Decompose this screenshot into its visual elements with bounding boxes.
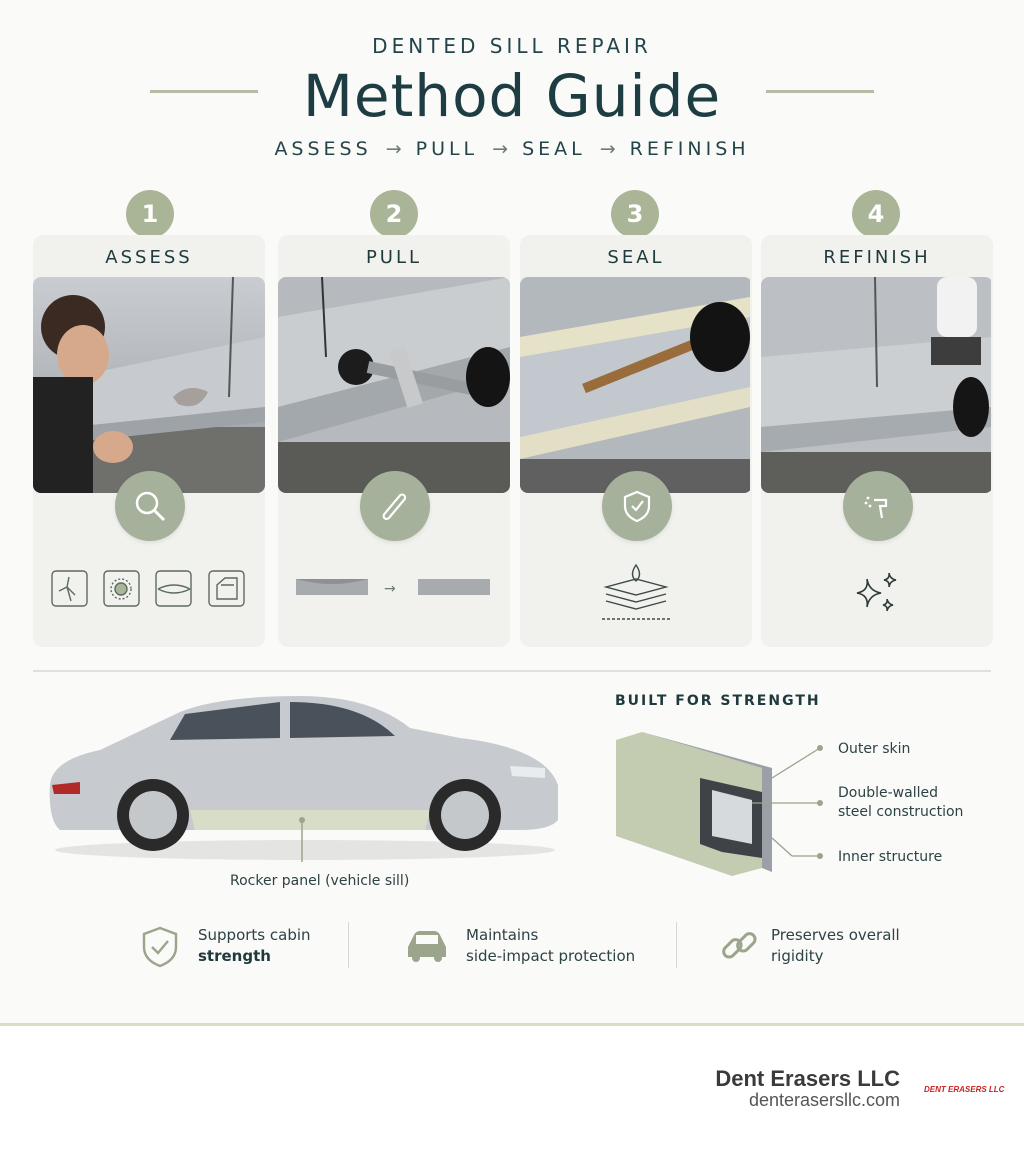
pull-photo [278, 277, 510, 493]
callout-inner-structure: Inner structure [838, 849, 943, 865]
car-illustration [40, 690, 570, 865]
pull-tool-icon [360, 471, 430, 541]
svg-text:→: → [384, 581, 396, 597]
arrow-icon: → [385, 138, 402, 160]
step-card-refinish [761, 235, 993, 647]
callout-double-walled [838, 784, 963, 822]
section-divider [33, 670, 991, 672]
benefit-line: side-impact protection [466, 947, 636, 965]
benefit-divider [348, 922, 349, 968]
callout-line: steel construction [838, 804, 964, 820]
step-card-seal [520, 235, 752, 647]
benefit-cabin-strength [140, 925, 311, 971]
flow-step: ASSESS [274, 138, 372, 160]
sealant-layers-icon [600, 561, 672, 623]
magnifier-icon [115, 471, 185, 541]
flow-step: PULL [415, 138, 479, 160]
benefit-line: strength [198, 947, 271, 965]
brand-logo: DENT ERASERS LLC [924, 1085, 1005, 1094]
process-flow [0, 138, 1024, 160]
benefit-line: Maintains [466, 926, 539, 944]
rocker-panel-caption: Rocker panel (vehicle sill) [230, 873, 410, 889]
chain-link-icon [718, 925, 760, 967]
damage-types-icon [51, 569, 247, 609]
website-link[interactable]: denterasersllc.com [748, 1090, 900, 1110]
spray-gun-icon [843, 471, 913, 541]
eyebrow-title: DENTED SILL REPAIR [372, 34, 652, 58]
step-title: SEAL [607, 247, 665, 268]
title-rule-right [766, 90, 874, 93]
step-title: ASSESS [105, 247, 193, 268]
step-badge: 1 [126, 190, 174, 238]
benefit-line: Preserves overall [771, 926, 900, 944]
sparkle-icon [853, 571, 901, 617]
shield-icon [140, 925, 180, 969]
shield-check-icon [602, 471, 672, 541]
strength-heading: BUILT FOR STRENGTH [615, 693, 821, 709]
flow-step: SEAL [522, 138, 586, 160]
callout-line: Double-walled [838, 785, 938, 801]
refinish-photo [761, 277, 993, 493]
step-title: REFINISH [823, 247, 931, 268]
seal-photo [520, 277, 752, 493]
step-badge: 4 [852, 190, 900, 238]
assess-photo [33, 277, 265, 493]
step-title: PULL [365, 247, 423, 268]
arrow-icon: → [599, 138, 616, 160]
panel-before-after-icon [294, 577, 494, 601]
step-card-pull [278, 235, 510, 647]
benefit-divider [676, 922, 677, 968]
company-name: Dent Erasers LLC [715, 1066, 900, 1091]
footer [0, 1026, 1024, 1154]
car-icon [404, 925, 450, 965]
arrow-icon: → [492, 138, 509, 160]
benefit-side-impact [404, 925, 636, 971]
benefit-line: Supports cabin [198, 926, 311, 944]
benefit-rigidity [718, 925, 900, 971]
flow-step: REFINISH [629, 138, 750, 160]
sill-cross-section-illustration [612, 728, 842, 880]
benefit-line: rigidity [771, 947, 824, 965]
step-badge: 3 [611, 190, 659, 238]
step-card-assess [33, 235, 265, 647]
page-title: Method Guide [302, 62, 722, 130]
callout-outer-skin: Outer skin [838, 741, 911, 757]
step-badge: 2 [370, 190, 418, 238]
